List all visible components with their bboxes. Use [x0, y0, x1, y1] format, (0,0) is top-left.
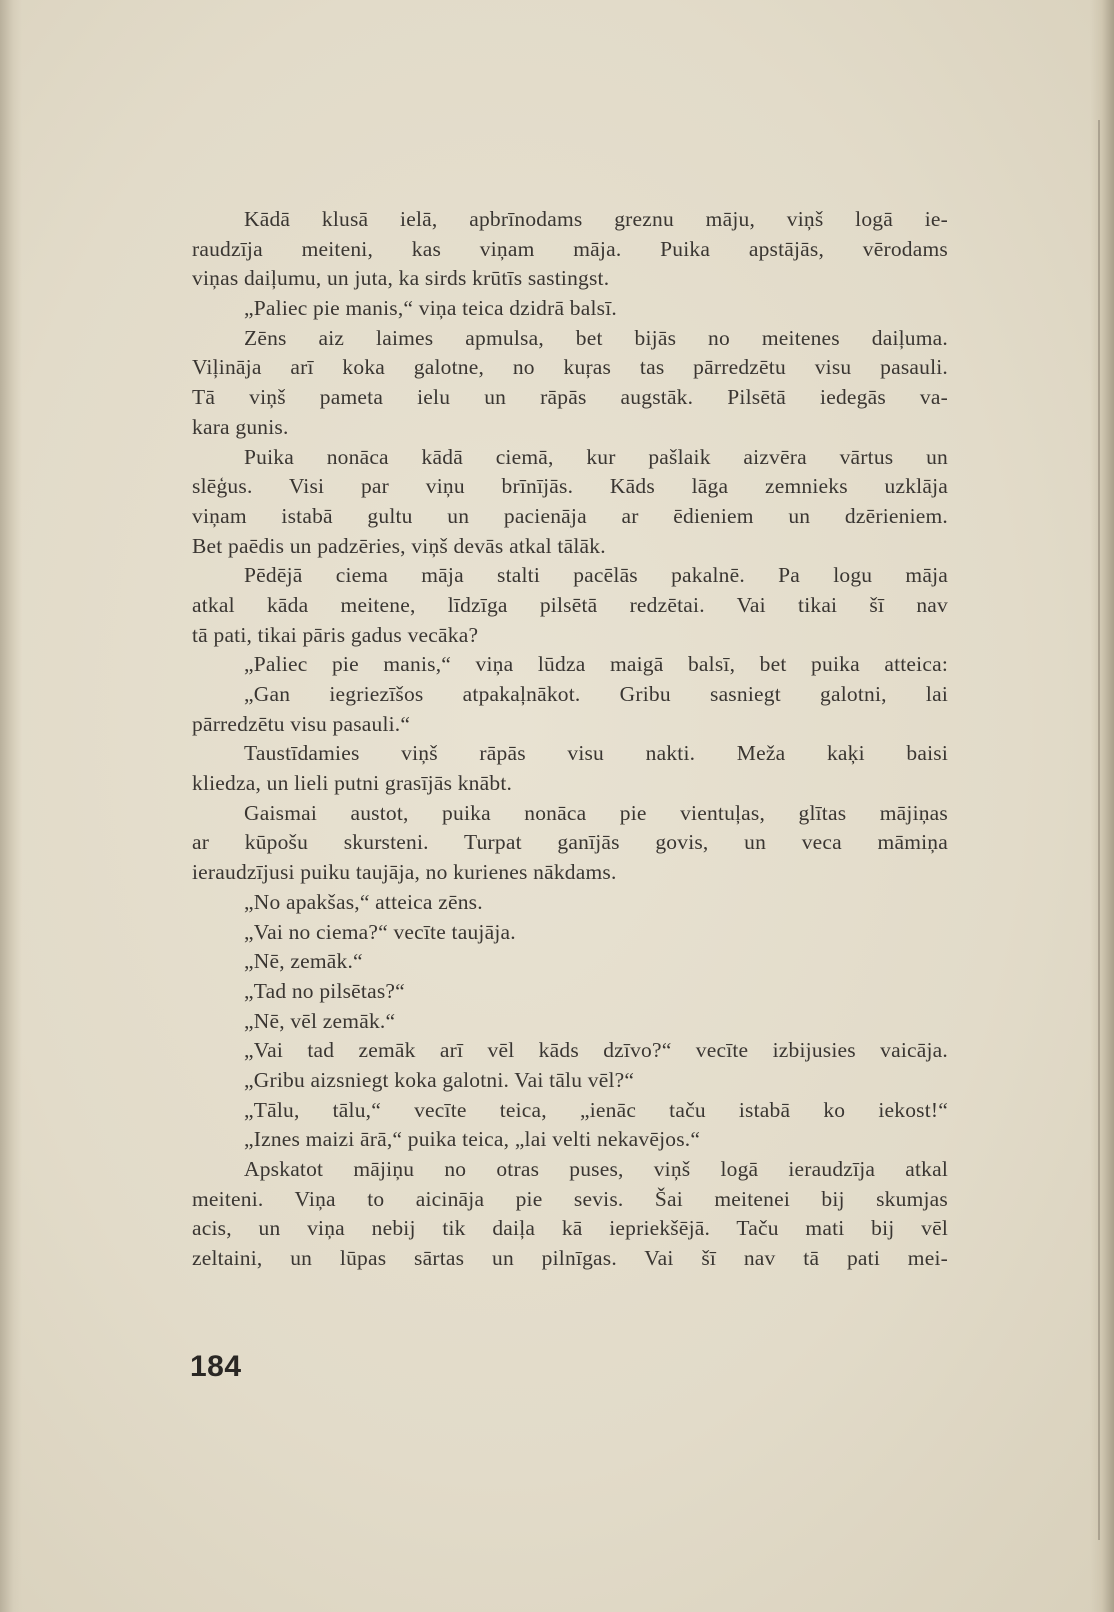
text-line: „Iznes maizi ārā,“ puika teica, „lai velti nekavējos.“	[244, 1127, 701, 1152]
text-line: „Tālu, tālu,“ vecīte teica, „ienāc taču istabā ko iekost!“	[244, 1097, 948, 1122]
page-edge	[1090, 0, 1114, 1612]
text-line: raudzīja meiteni, kas viņam māja. Puika apstājās, vērodams	[192, 236, 948, 261]
text-line: „Gribu aizsniegt koka galotni. Vai tālu vēl?“	[244, 1067, 635, 1092]
text-line: „Nē, vēl zemāk.“	[244, 1008, 396, 1033]
text-line: acis, un viņa nebij tik daiļa kā iepriekšējā. Taču mati bij vēl	[192, 1216, 948, 1241]
text-line: kliedza, un lieli putni grasījās knābt.	[192, 771, 513, 796]
text-line: „Vai tad zemāk arī vēl kāds dzīvo?“ vecīte izbijusies vaicāja.	[244, 1038, 948, 1063]
text-line: Zēns aiz laimes apmulsa, bet bijās no meitenes daiļuma.	[244, 325, 948, 350]
text-line: tā pati, tikai pāris gadus vecāka?	[192, 622, 479, 647]
text-line: meiteni. Viņa to aicināja pie sevis. Šai meitenei bij skumjas	[192, 1186, 948, 1211]
text-line: „Gan iegriezīšos atpakaļnākot. Gribu sasniegt galotni, lai	[244, 682, 948, 706]
text-line: „Vai no ciema?“ vecīte taujāja.	[244, 919, 516, 944]
text-line: „Paliec pie manis,“ viņa lūdza maigā balsī, bet puika atteica:	[244, 652, 948, 677]
text-line: Gaismai austot, puika nonāca pie vientuļas, glītas mājiņas	[244, 800, 948, 825]
text-line: Kādā klusā ielā, apbrīnodams greznu māju, viņš logā ie-	[244, 207, 948, 231]
text-line: pārredzētu visu pasauli.“	[192, 711, 411, 736]
text-line: viņas daiļumu, un juta, ka sirds krūtīs sastingst.	[192, 266, 610, 291]
text-line: Viļināja arī koka galotne, no kuŗas tas pārredzētu visu pasauli.	[192, 355, 948, 380]
text-line: Tā viņš pameta ielu un rāpās augstāk. Pilsētā iedegās va-	[192, 385, 948, 410]
text-line: viņam istabā gultu un pacienāja ar ēdieniem un dzērieniem.	[192, 503, 948, 528]
text-line: ieraudzījusi puiku taujāja, no kurienes nākdams.	[192, 860, 617, 885]
text-line: Taustīdamies viņš rāpās visu nakti. Meža kaķi baisi	[244, 741, 948, 766]
page-edge-line	[1098, 120, 1100, 1540]
text-line: slēģus. Visi par viņu brīnījās. Kāds lāga zemnieks uzklāja	[192, 474, 948, 499]
text-line: zeltaini, un lūpas sārtas un pilnīgas. Vai šī nav tā pati mei-	[192, 1246, 948, 1271]
text-line: atkal kāda meitene, līdzīga pilsētā redzētai. Vai tikai šī nav	[192, 592, 948, 617]
text-line: ar kūpošu skursteni. Turpat ganījās govis, un veca māmiņa	[192, 830, 948, 855]
text-line: Pēdējā ciema māja stalti pacēlās pakalnē. Pa logu māja	[244, 563, 948, 588]
text-line: kara gunis.	[192, 414, 289, 439]
body-text	[192, 205, 948, 1274]
text-line: Apskatot mājiņu no otras puses, viņš logā ieraudzīja atkal	[244, 1157, 948, 1181]
text-line: „Nē, zemāk.“	[244, 949, 363, 974]
text-line: „No apakšas,“ atteica zēns.	[244, 889, 483, 914]
text-line: „Paliec pie manis,“ viņa teica dzidrā balsī.	[244, 296, 617, 321]
text-line: Bet paēdis un padzēries, viņš devās atkal tālāk.	[192, 533, 606, 558]
text-line: Puika nonāca kādā ciemā, kur pašlaik aizvēra vārtus un	[244, 444, 948, 469]
spine-shadow	[0, 0, 22, 1612]
page-number: 184	[190, 1350, 242, 1383]
text-line: „Tad no pilsētas?“	[244, 978, 405, 1003]
